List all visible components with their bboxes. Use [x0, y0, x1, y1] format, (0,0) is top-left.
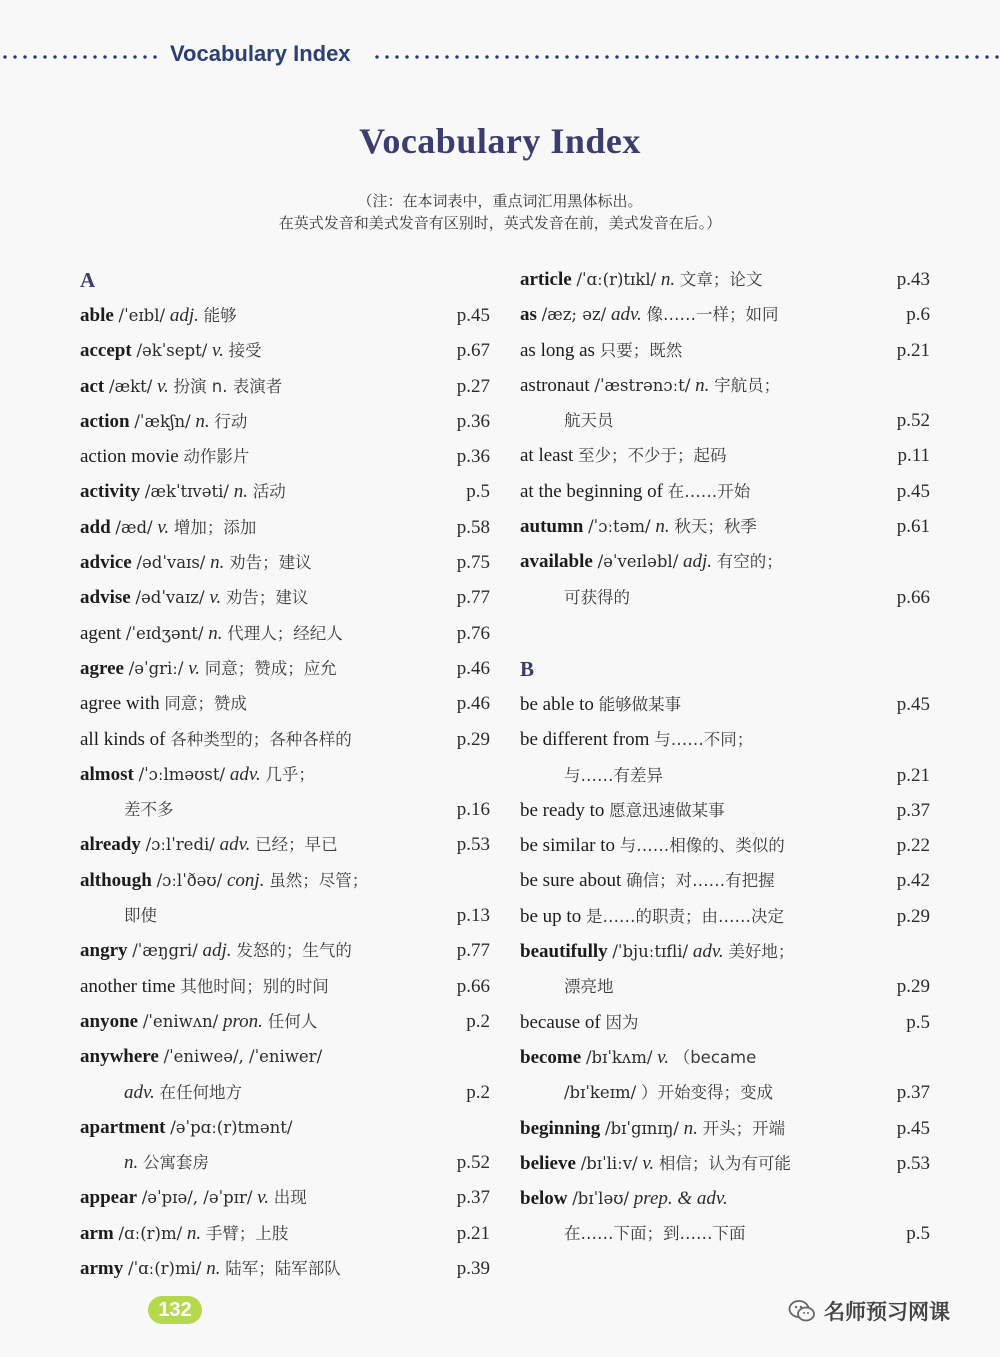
entry-page-ref: p.76 [456, 622, 490, 644]
entry-phonetic: /bɪˈkʌm/ [585, 1047, 653, 1067]
entry-page-ref: p.27 [456, 375, 490, 397]
entry-page-ref: p.29 [896, 905, 930, 927]
entry-phonetic: /æd/ [115, 517, 153, 537]
entry-part-of-speech: conj. [226, 869, 265, 891]
entry-page-ref: p.39 [456, 1258, 490, 1280]
entry-page-ref: p.66 [896, 586, 930, 608]
entry-definition: 代理人；经纪人 [227, 623, 343, 643]
entry-definition: 手臂；上肢 [205, 1223, 289, 1243]
entry-continuation [80, 898, 490, 933]
entry-definition: 美好地； [728, 942, 795, 962]
vocab-entry [80, 545, 490, 580]
entry-page-ref: p.53 [896, 1152, 930, 1174]
entry-phonetic: /ɔːlˈðəʊ/ [156, 870, 223, 890]
vocab-entry [520, 793, 930, 828]
entry-phonetic: /ədˈvaɪz/ [135, 588, 205, 608]
vocab-entry [80, 439, 490, 474]
entry-continuation [80, 1145, 490, 1180]
vocab-entry [80, 1004, 490, 1039]
entry-word: act [80, 375, 105, 397]
entry-part-of-speech: adj. [169, 305, 199, 326]
entry-part-of-speech: v. [212, 340, 224, 362]
entry-phonetic: /əˈpɪə/, /əˈpɪr/ [141, 1188, 253, 1208]
entry-part-of-speech: v. [257, 1187, 269, 1209]
entry-definition: 陆军；陆军部队 [225, 1259, 341, 1279]
entry-definition: 文章；论文 [679, 270, 763, 289]
entry-phonetic: /ɔːlˈredi/ [145, 835, 215, 855]
entry-word: although [80, 869, 152, 891]
entry-part-of-speech: adj. [202, 940, 232, 962]
entry-part-of-speech: n. [206, 1258, 221, 1280]
entry-definition: 在……开始 [667, 481, 751, 501]
vocab-entry [80, 1180, 490, 1215]
vocab-entry [520, 687, 930, 722]
entry-definition: 至少；不少于；起码 [578, 446, 727, 466]
entry-part-of-speech: adv. [219, 834, 251, 856]
entry-continuation [520, 758, 930, 793]
entry-phonetic: /ækˈtɪvəti/ [144, 482, 229, 502]
entry-word: anyone [80, 1010, 139, 1032]
vocab-entry [80, 333, 490, 368]
entry-part-of-speech: adv. [611, 304, 642, 326]
entry-word: beginning [520, 1117, 601, 1139]
entry-part-of-speech: prep. & adv. [633, 1188, 728, 1210]
entry-definition: 可获得的 [564, 587, 630, 607]
vocab-entry [80, 1039, 490, 1074]
entry-word: be able to [520, 693, 594, 715]
entry-page-ref: p.29 [896, 976, 930, 998]
entry-word: apartment [80, 1116, 166, 1138]
entry-page-ref: p.52 [896, 410, 930, 432]
entry-phonetic: /ˈeniweə/, /ˈeniwer/ [163, 1047, 323, 1067]
entry-phonetic: /ɑː(r)m/ [118, 1223, 183, 1243]
entry-definition: 活动 [252, 482, 286, 502]
entry-definition: （became [673, 1047, 757, 1067]
entry-page-ref: p.42 [896, 870, 930, 892]
entry-word: because of [520, 1011, 601, 1033]
entry-part-of-speech: adv. [692, 941, 724, 963]
entry-phonetic: /ˈbjuːtɪfli/ [612, 942, 689, 962]
entry-definition: 是……的职责；由……决定 [585, 906, 784, 926]
entry-part-of-speech: n. [210, 552, 225, 574]
entry-list-left [80, 298, 490, 1286]
entry-phonetic: /bɪˈləʊ/ [572, 1189, 630, 1209]
vocab-entry [520, 438, 930, 473]
entry-part-of-speech: n. [233, 481, 248, 503]
entry-definition: 相信；认为有可能 [658, 1153, 791, 1173]
vocab-entry [80, 651, 490, 686]
entry-word: become [520, 1046, 582, 1068]
vocab-entry [520, 863, 930, 898]
vocab-entry [80, 722, 490, 757]
entry-page-ref: p.45 [896, 693, 930, 715]
entry-definition: 像……一样；如同 [646, 305, 779, 325]
entry-page-ref: p.46 [456, 657, 490, 679]
vocab-entry [520, 1005, 930, 1040]
entry-continuation [520, 969, 930, 1004]
entry-definition: 劝告；建议 [229, 553, 312, 573]
entry-phonetic: /bɪˈgɪnɪŋ/ [605, 1118, 679, 1138]
entry-page-ref: p.6 [906, 304, 930, 326]
vocab-entry [520, 1146, 930, 1181]
entry-part-of-speech: n. [208, 622, 223, 644]
vocab-entry [80, 863, 490, 898]
dotted-rule-left [0, 54, 158, 60]
entry-page-ref: p.36 [456, 446, 490, 468]
entry-phonetic: /ˈækʃn/ [134, 411, 191, 431]
vocab-entry [520, 899, 930, 934]
entry-page-ref: p.45 [896, 1117, 930, 1139]
entry-word: article [520, 269, 572, 290]
entry-definition: 公寓套房 [143, 1153, 209, 1173]
entry-word: almost [80, 763, 134, 785]
left-column [80, 262, 490, 1286]
entry-page-ref: p.21 [896, 764, 930, 786]
entry-page-ref: p.5 [466, 481, 490, 503]
entry-phonetic: /əˈveɪləbl/ [597, 552, 679, 572]
entry-definition: 同意；赞成 [164, 694, 247, 714]
entry-definition: 在……下面；到……下面 [564, 1224, 746, 1244]
entry-word: agree [80, 657, 124, 679]
entry-word: be up to [520, 905, 582, 927]
entry-definition: 几乎； [265, 764, 315, 784]
entry-word: advice [80, 552, 132, 574]
vocab-entry [80, 580, 490, 615]
entry-page-ref: p.21 [456, 1222, 490, 1244]
entry-part-of-speech: v. [209, 587, 222, 609]
entry-definition: ）开始变得；变成 [640, 1083, 773, 1103]
entry-phonetic: /ˈɔːlməʊst/ [138, 764, 226, 784]
wechat-icon [788, 1299, 816, 1323]
vocab-entry [520, 544, 930, 579]
entry-definition: 出现 [273, 1188, 307, 1208]
entry-definition: 劝告；建议 [225, 588, 309, 608]
entry-continuation [80, 1075, 490, 1110]
right-column [520, 262, 930, 1252]
vocab-entry [520, 934, 930, 969]
entry-word: available [520, 551, 593, 573]
entry-continuation [80, 792, 490, 827]
vocab-entry [80, 686, 490, 721]
entry-definition: 任何人 [267, 1011, 318, 1031]
entry-phonetic: /ˈeniwʌn/ [142, 1011, 219, 1031]
entry-page-ref: p.45 [456, 305, 490, 326]
vocab-entry [520, 262, 930, 297]
entry-word: as [520, 304, 537, 326]
entry-phonetic: /əkˈsept/ [136, 341, 208, 361]
entry-definition: 已经；早已 [255, 835, 338, 855]
entry-page-ref: p.77 [456, 587, 490, 609]
entry-part-of-speech: v. [188, 657, 200, 679]
entry-continuation [520, 1075, 930, 1110]
entry-page-ref: p.22 [896, 835, 930, 857]
entry-definition: 增加；添加 [173, 517, 257, 537]
entry-part-of-speech: pron. [222, 1010, 263, 1032]
vocab-entry [520, 1181, 930, 1216]
entry-word: agent [80, 622, 122, 644]
running-head-title: Vocabulary Index [170, 41, 351, 66]
entry-definition: 与……相像的、类似的 [619, 836, 785, 856]
entry-word: agree with [80, 693, 160, 715]
entry-page-ref: p.37 [896, 799, 930, 821]
entry-definition: 与……不同； [654, 730, 754, 750]
entry-page-ref: p.5 [906, 1011, 930, 1033]
entry-page-ref: p.21 [896, 339, 930, 361]
entry-definition: 其他时间；别的时间 [180, 976, 329, 996]
vocab-entry [80, 404, 490, 439]
entry-page-ref: p.61 [896, 516, 930, 538]
entry-page-ref: p.43 [896, 269, 930, 290]
entry-definition: 愿意迅速做某事 [609, 800, 725, 820]
entry-definition: 动作影片 [183, 447, 250, 467]
entry-phonetic: /bɪˈkeɪm/ [564, 1083, 637, 1103]
entry-word: autumn [520, 516, 584, 538]
entry-part-of-speech: n. [195, 410, 210, 432]
entry-part-of-speech: n. [655, 516, 670, 538]
entry-definition: 航天员 [564, 411, 614, 431]
entry-part-of-speech: n. [186, 1222, 202, 1244]
entry-page-ref: p.52 [456, 1152, 490, 1174]
vocab-entry [80, 969, 490, 1004]
vocab-entry [80, 757, 490, 792]
entry-page-ref: p.5 [906, 1223, 930, 1245]
entry-phonetic: /ədˈvaɪs/ [136, 553, 206, 573]
entry-definition: 漂亮地 [564, 977, 614, 997]
entry-page-ref: p.67 [456, 340, 490, 362]
entry-part-of-speech: v. [642, 1152, 655, 1174]
entry-list-right-a [520, 262, 930, 615]
entry-part-of-speech: n. [124, 1152, 139, 1174]
entry-definition: 开头；开端 [702, 1118, 786, 1138]
vocab-entry [520, 1040, 930, 1075]
entry-word: able [80, 305, 114, 326]
entry-part-of-speech: adj. [683, 551, 713, 573]
entry-word: as long as [520, 339, 595, 361]
entry-phonetic: /ˈæstrənɔːt/ [594, 375, 691, 395]
entry-word: action [80, 410, 130, 432]
entry-continuation [520, 1216, 930, 1251]
vocab-entry [80, 474, 490, 509]
entry-word: be ready to [520, 799, 605, 821]
entry-definition: 与……有差异 [564, 765, 663, 785]
entry-definition: 行动 [214, 411, 248, 431]
entry-word: at least [520, 445, 574, 467]
entry-part-of-speech: n. [660, 269, 676, 290]
page-title: Vocabulary Index [359, 121, 641, 161]
entry-phonetic: /əˈgriː/ [128, 658, 184, 678]
dotted-rule-right [372, 54, 1000, 60]
running-head [0, 40, 1000, 74]
entry-word: at the beginning of [520, 480, 663, 502]
entry-part-of-speech: n. [695, 374, 710, 396]
entry-word: be sure about [520, 870, 622, 892]
entry-definition: 确信；对……有把握 [626, 871, 775, 891]
entry-phonetic: /bɪˈliːv/ [580, 1153, 638, 1173]
entry-part-of-speech: adv. [229, 763, 261, 785]
entry-definition: 扮演 n. 表演者 [173, 376, 283, 396]
entry-page-ref: p.13 [456, 905, 490, 927]
entry-definition: 只要；既然 [599, 340, 683, 360]
entry-definition: 秋天；秋季 [674, 517, 757, 537]
entry-word: believe [520, 1152, 576, 1174]
entry-definition: 有空的； [716, 552, 783, 572]
section-heading-b: B [520, 656, 535, 681]
entry-page-ref: p.11 [897, 445, 930, 467]
vocab-entry [520, 333, 930, 368]
index-note-line1: （注：在本词表中，重点词汇用黑体标出。 [357, 192, 643, 210]
entry-page-ref: p.29 [456, 728, 490, 750]
entry-word: angry [80, 940, 128, 962]
entry-continuation [520, 580, 930, 615]
page-number: 132 [158, 1298, 192, 1321]
watermark [788, 1296, 950, 1326]
entry-phonetic: /ækt/ [109, 376, 153, 396]
entry-word: all kinds of [80, 728, 166, 750]
vocab-entry [520, 297, 930, 332]
vocab-entry [80, 510, 490, 545]
entry-part-of-speech: n. [683, 1117, 698, 1139]
entry-definition: 宇航员； [714, 375, 781, 395]
entry-page-ref: p.45 [896, 480, 930, 502]
entry-page-ref: p.37 [896, 1082, 930, 1104]
vocab-entry [520, 722, 930, 757]
entry-phonetic: /ˈeɪbl/ [118, 306, 166, 325]
entry-definition: 即使 [124, 906, 157, 926]
entry-definition: 同意；赞成；应允 [204, 658, 337, 678]
entry-definition: 能够做某事 [598, 694, 682, 714]
entry-phonetic: /ˈɑː(r)tɪkl/ [576, 270, 657, 289]
entry-phonetic: /ˈɑː(r)mi/ [128, 1259, 202, 1279]
entry-word: below [520, 1188, 568, 1210]
entry-word: activity [80, 481, 141, 503]
entry-word: anywhere [80, 1046, 159, 1068]
vocab-entry [80, 616, 490, 651]
vocab-entry [80, 827, 490, 862]
entry-page-ref: p.46 [456, 693, 490, 715]
entry-definition: 发怒的；生气的 [236, 941, 352, 961]
entry-definition: 虽然；尽管； [269, 870, 369, 890]
entry-phonetic: /ˈeɪdʒənt/ [125, 623, 204, 643]
entry-part-of-speech: adv. [124, 1081, 155, 1103]
entry-page-ref: p.16 [456, 799, 490, 821]
vocab-entry [520, 474, 930, 509]
vocab-entry [80, 1251, 490, 1286]
entry-page-ref: p.2 [466, 1081, 490, 1103]
entry-word: already [80, 834, 141, 856]
vocab-entry [520, 368, 930, 403]
entry-definition: 各种类型的；各种各样的 [170, 729, 352, 749]
entry-definition: 能够 [203, 306, 237, 325]
vocab-entry [80, 1216, 490, 1251]
entry-definition: 在任何地方 [159, 1082, 243, 1102]
entry-phonetic: /æz; əz/ [541, 305, 607, 325]
entry-page-ref: p.37 [456, 1187, 490, 1209]
vocab-entry [80, 298, 490, 333]
vocab-entry [80, 369, 490, 404]
entry-definition: 接受 [228, 341, 262, 361]
index-note-line2: 在英式发音和美式发音有区别时，英式发音在前，美式发音在后。） [278, 214, 722, 232]
entry-word: another time [80, 975, 176, 997]
entry-word: be different from [520, 729, 650, 751]
entry-part-of-speech: v. [657, 1046, 669, 1068]
entry-phonetic: /ˈɔːtəm/ [588, 517, 651, 537]
entry-word: action movie [80, 446, 179, 468]
vocab-entry [520, 1111, 930, 1146]
entry-continuation [520, 403, 930, 438]
entry-phonetic: /ˈæŋgri/ [132, 941, 198, 961]
entry-part-of-speech: v. [157, 375, 169, 397]
entry-word: beautifully [520, 941, 608, 963]
entry-definition: 差不多 [124, 800, 174, 820]
entry-word: advise [80, 587, 131, 609]
vocab-entry [520, 509, 930, 544]
entry-word: army [80, 1258, 124, 1280]
entry-part-of-speech: v. [157, 516, 170, 538]
entry-page-ref: p.58 [456, 516, 490, 538]
entry-page-ref: p.53 [456, 834, 490, 856]
vocab-entry [80, 1110, 490, 1145]
entry-page-ref: p.66 [456, 975, 490, 997]
page-number-badge [148, 1296, 202, 1324]
entry-word: appear [80, 1187, 137, 1209]
entry-word: be similar to [520, 835, 615, 857]
section-heading-a: A [80, 268, 96, 292]
entry-page-ref: p.2 [466, 1010, 490, 1032]
entry-word: accept [80, 340, 132, 362]
entry-word: astronaut [520, 374, 590, 396]
vocab-entry [80, 933, 490, 968]
entry-list-right-b [520, 687, 930, 1252]
entry-definition: 因为 [605, 1012, 639, 1032]
entry-page-ref: p.75 [456, 552, 490, 574]
entry-page-ref: p.77 [456, 940, 490, 962]
entry-word: arm [80, 1222, 114, 1244]
entry-page-ref: p.36 [456, 410, 490, 432]
entry-word: add [80, 516, 111, 538]
entry-phonetic: /əˈpɑː(r)tmənt/ [170, 1117, 293, 1137]
watermark-text: 名师预习网课 [824, 1300, 950, 1324]
vocab-entry [520, 828, 930, 863]
